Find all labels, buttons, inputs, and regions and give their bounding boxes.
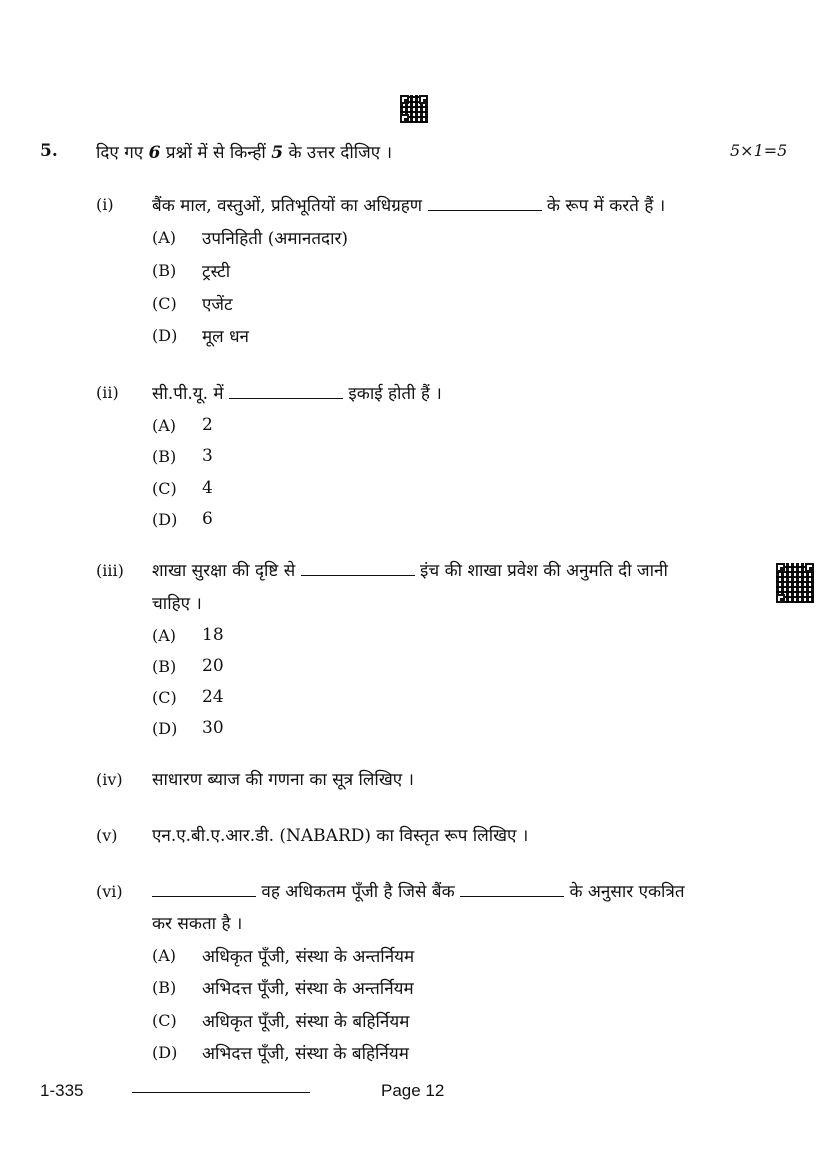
text-after: इकाई होती हैं । [348, 384, 442, 404]
option-text: अधिकृत पूँजी, संस्था के बहिर्नियम [202, 1012, 410, 1032]
option-text: मूल धन [202, 327, 249, 347]
instruction-pre: दिए गए [96, 143, 144, 163]
answer-blank [428, 196, 542, 211]
answer-blank [229, 384, 343, 399]
qr-code-top [400, 95, 428, 123]
option-text: 20 [202, 656, 224, 676]
option-label: (B) [152, 978, 177, 997]
subquestion-label: (iii) [96, 561, 124, 580]
option-label: (A) [152, 946, 177, 965]
option-text: अभिदत्त पूँजी, संस्था के बहिर्नियम [202, 1044, 409, 1064]
option-text: 24 [202, 687, 224, 707]
instruction-n2: 5 [271, 143, 284, 163]
option-text: 6 [202, 509, 213, 529]
subquestion-label: (i) [96, 195, 114, 214]
subquestion-text-line2: चाहिए । [152, 594, 202, 614]
qr-code-side [776, 563, 814, 603]
subquestion-text [152, 193, 665, 216]
paper-code: 1-335 [40, 1081, 84, 1100]
subquestion-label: (v) [96, 826, 118, 845]
option-text: 3 [202, 446, 213, 466]
option-label: (D) [152, 1043, 178, 1062]
text-after: के रूप में करते हैं । [546, 196, 666, 216]
option-label: (A) [152, 626, 177, 645]
option-text: अधिकृत पूँजी, संस्था के अन्तर्नियम [202, 947, 415, 967]
subquestion-text: एन.ए.बी.ए.आर.डी. (NABARD) का विस्तृत रूप लिखिए । [152, 826, 529, 846]
option-label: (C) [152, 294, 177, 313]
question-number: 5. [40, 141, 58, 161]
option-text: ट्रस्टी [202, 262, 231, 282]
instruction-post: के उत्तर दीजिए । [288, 143, 393, 163]
option-label: (A) [152, 416, 177, 435]
text-mid: वह अधिकतम पूँजी है जिसे बैंक [261, 882, 455, 902]
option-label: (C) [152, 479, 177, 498]
subquestion-text [152, 879, 685, 902]
text-before: सी.पी.यू. में [152, 384, 224, 404]
text-before: शाखा सुरक्षा की दृष्टि से [152, 561, 296, 581]
option-label: (C) [152, 1011, 177, 1030]
option-text: अभिदत्त पूँजी, संस्था के अन्तर्नियम [202, 979, 414, 999]
text-before: बैंक माल, वस्तुओं, प्रतिभूतियों का अधिग्रहण [152, 196, 423, 216]
option-text: 18 [202, 625, 224, 645]
option-text: 2 [202, 415, 213, 435]
subquestion-text [152, 381, 442, 404]
text-after: इंच की शाखा प्रवेश की अनुमति दी जानी [420, 561, 668, 581]
subquestion-label: (iv) [96, 770, 123, 789]
option-label: (D) [152, 326, 178, 345]
option-label: (D) [152, 719, 178, 738]
instruction-mid: प्रश्नों में से किन्हीं [165, 143, 266, 163]
answer-blank [152, 882, 256, 897]
instruction-n1: 6 [148, 143, 161, 163]
option-label: (A) [152, 228, 177, 247]
subquestion-label: (vi) [96, 882, 123, 901]
question-marks: 5×1=5 [730, 141, 788, 160]
option-text: एजेंट [202, 295, 233, 315]
subquestion-text [152, 558, 668, 581]
option-label: (B) [152, 447, 177, 466]
option-text: 30 [202, 718, 224, 738]
option-label: (B) [152, 261, 177, 280]
option-label: (C) [152, 688, 177, 707]
answer-blank [460, 882, 564, 897]
option-label: (B) [152, 657, 177, 676]
option-text: उपनिहिती (अमानतदार) [202, 229, 349, 249]
subquestion-text-line2: कर सकता है । [152, 914, 243, 934]
question-instruction [96, 140, 392, 163]
footer-divider [132, 1092, 310, 1093]
page-number: Page 12 [381, 1081, 445, 1100]
text-after: के अनुसार एकत्रित [569, 882, 685, 902]
subquestion-label: (ii) [96, 383, 119, 402]
subquestion-text: साधारण ब्याज की गणना का सूत्र लिखिए । [152, 770, 414, 790]
option-text: 4 [202, 478, 213, 498]
answer-blank [301, 561, 415, 576]
option-label: (D) [152, 510, 178, 529]
